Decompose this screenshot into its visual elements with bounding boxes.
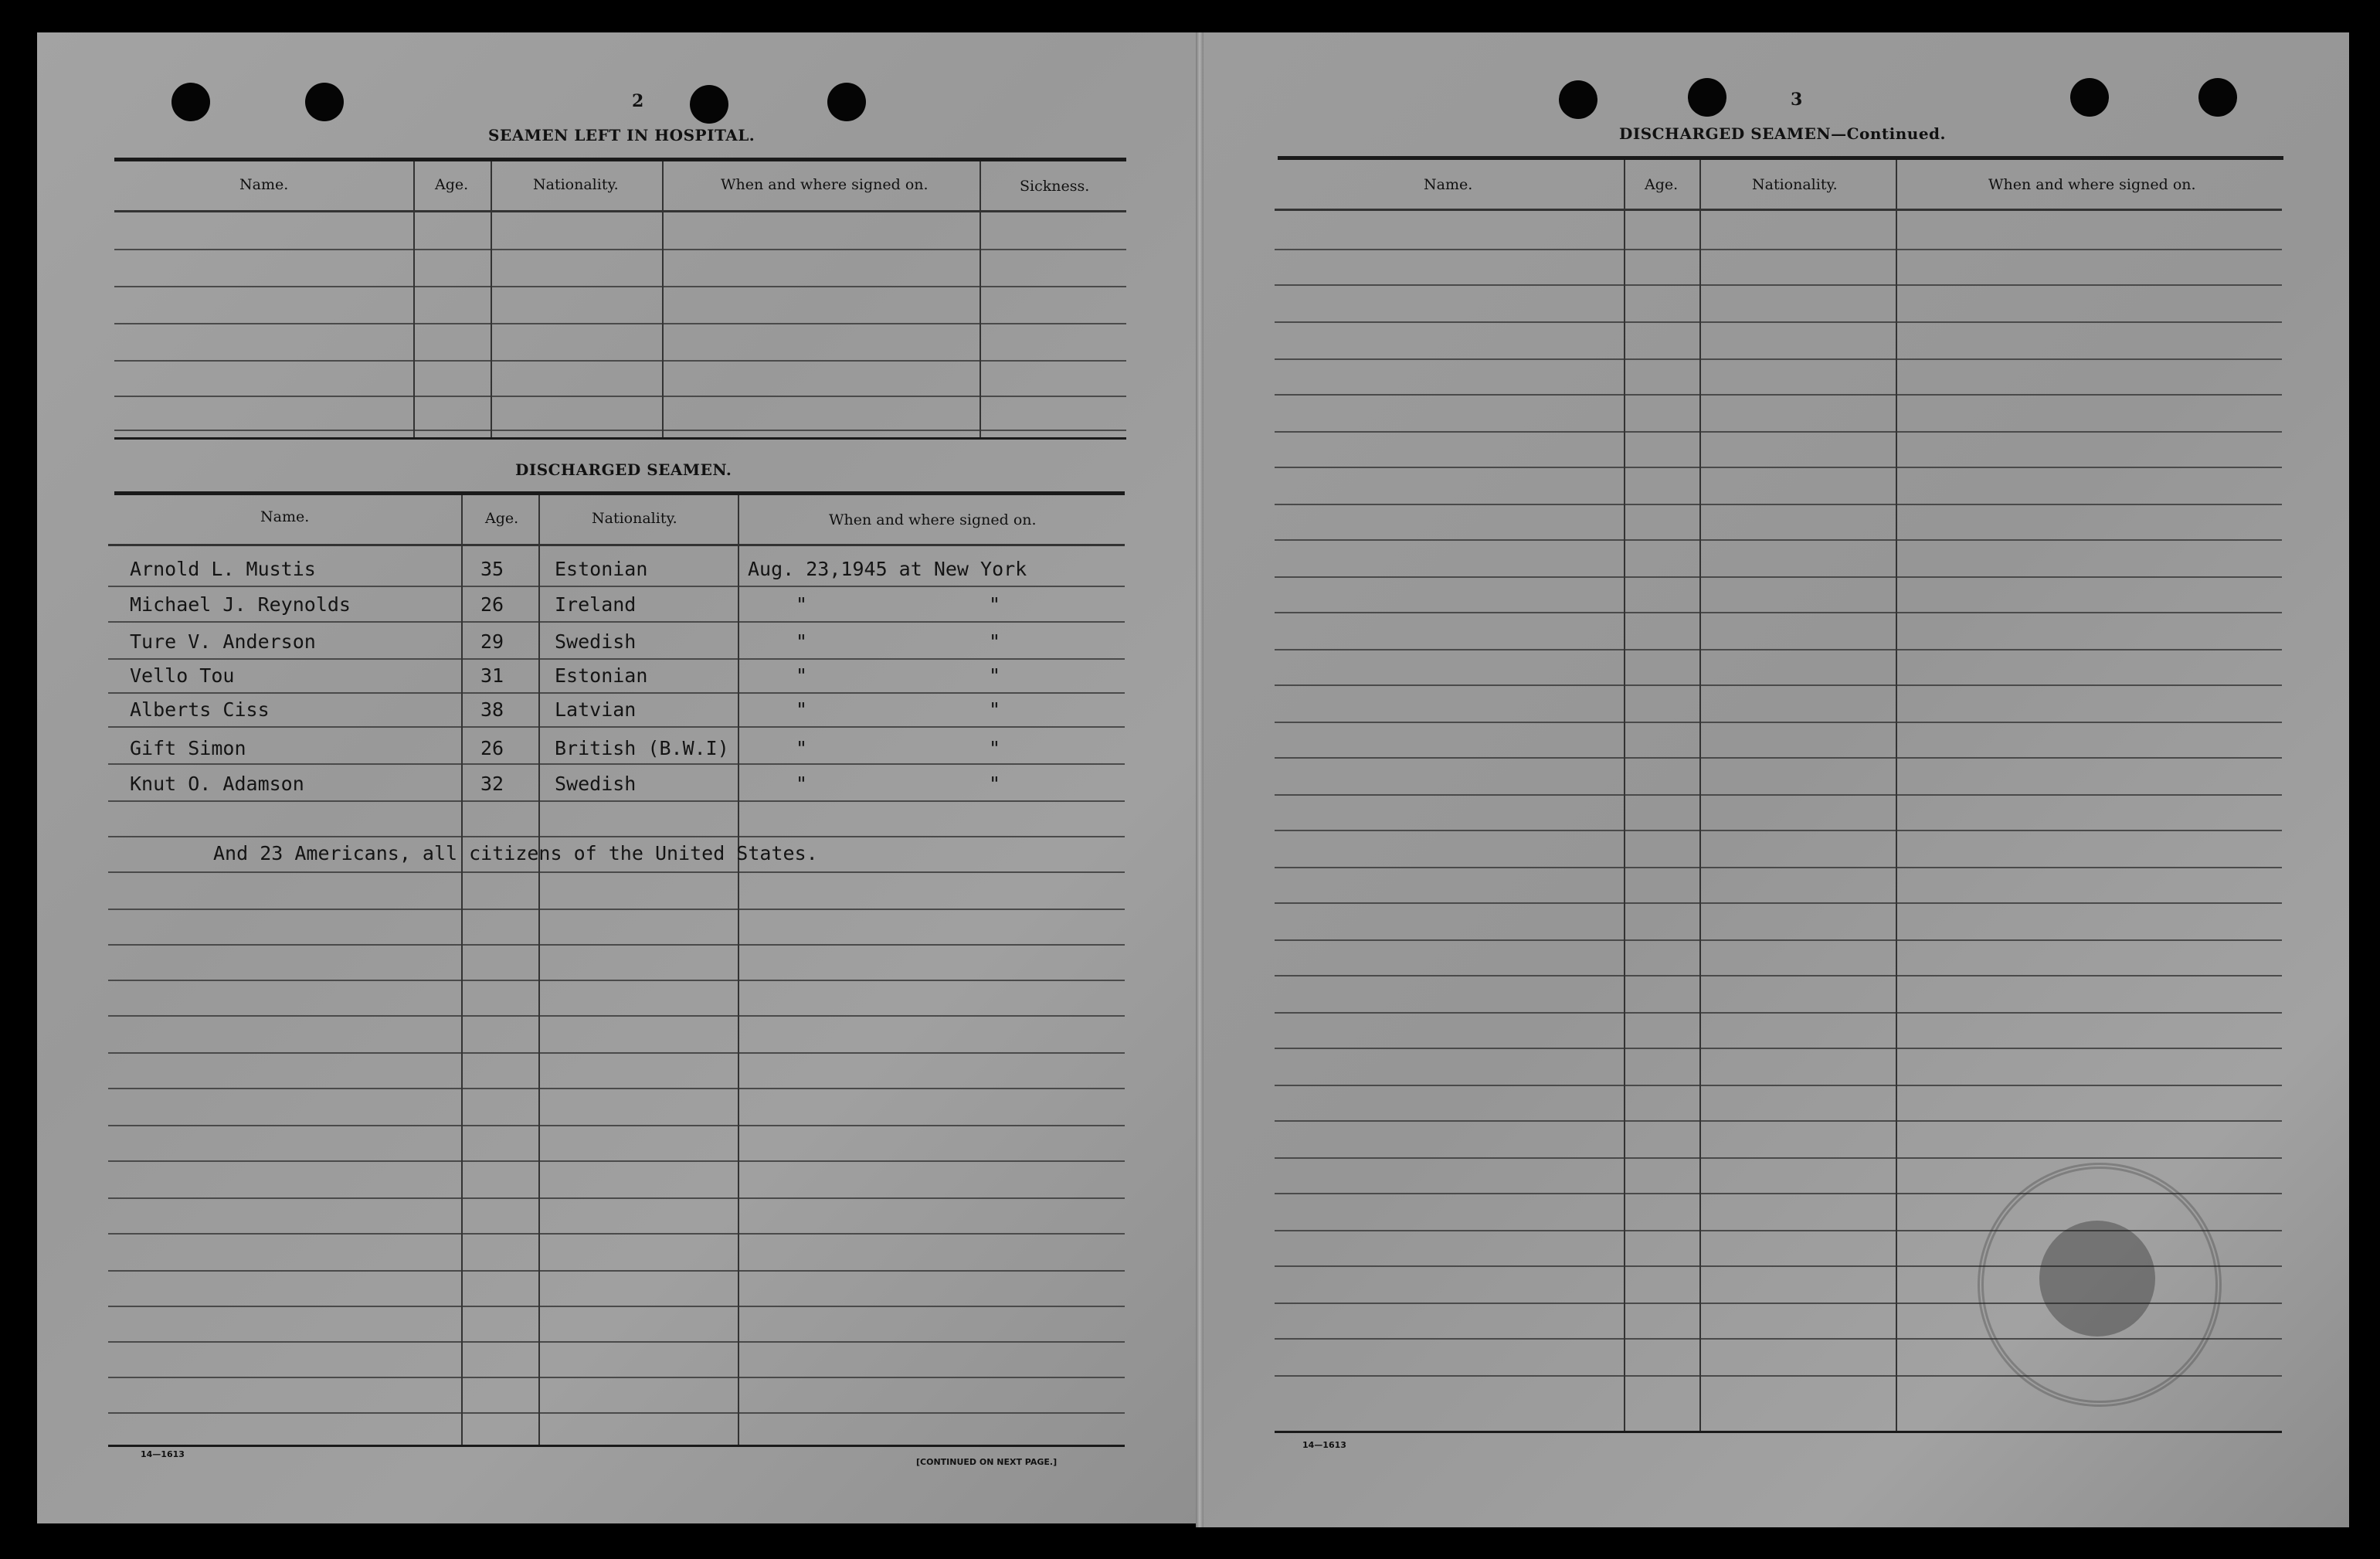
table-rule xyxy=(1275,1048,2282,1049)
seaman-age: 38 xyxy=(480,698,504,721)
seaman-signed-on: " xyxy=(796,737,808,759)
table-rule xyxy=(1275,939,2282,941)
punch-hole xyxy=(305,83,344,121)
column-header-age: Age. xyxy=(1645,176,1679,193)
seaman-signed-on: " xyxy=(796,773,808,795)
column-divider xyxy=(491,161,492,437)
table-rule xyxy=(108,692,1125,694)
column-header-age: Age. xyxy=(485,510,519,527)
column-header-name: Name. xyxy=(1424,176,1473,193)
table-rule xyxy=(114,396,1126,397)
table-rule xyxy=(108,800,1125,802)
seaman-signed-on: Aug. 23,1945 at New York xyxy=(748,558,1027,580)
table-rule xyxy=(108,1341,1125,1343)
header-rule xyxy=(114,158,1126,161)
column-header-nationality: Nationality. xyxy=(533,176,619,193)
column-divider xyxy=(980,161,981,437)
column-header-signed-on: When and where signed on. xyxy=(1988,176,2196,193)
table-rule xyxy=(108,586,1125,587)
seaman-nationality: British (B.W.I) xyxy=(555,737,729,759)
table-bottom-rule xyxy=(1275,1431,2282,1433)
table-rule xyxy=(108,1270,1125,1272)
seaman-nationality: Latvian xyxy=(555,698,637,721)
table-rule xyxy=(1275,284,2282,286)
column-divider xyxy=(1699,160,1701,1431)
table-bottom-rule xyxy=(114,437,1126,440)
seaman-age: 29 xyxy=(480,630,504,653)
seaman-signed-on-ditto: " xyxy=(989,664,1001,687)
column-divider xyxy=(461,495,463,1445)
seaman-signed-on-ditto: " xyxy=(989,773,1001,795)
seaman-name: Vello Tou xyxy=(130,664,235,687)
seaman-name: Knut O. Adamson xyxy=(130,773,304,795)
column-header-sickness: Sickness. xyxy=(1020,178,1090,195)
table-rule xyxy=(1275,209,2282,211)
table-rule xyxy=(114,360,1126,362)
seaman-age: 31 xyxy=(480,664,504,687)
table-rule xyxy=(108,944,1125,946)
seaman-name: Alberts Ciss xyxy=(130,698,270,721)
table-rule xyxy=(108,1015,1125,1017)
table-rule xyxy=(114,286,1126,287)
table-rule xyxy=(1275,504,2282,505)
table-rule xyxy=(108,621,1125,623)
table-rule xyxy=(108,726,1125,728)
table-rule xyxy=(108,909,1125,910)
table-rule xyxy=(108,1088,1125,1089)
column-divider xyxy=(1624,160,1625,1431)
table-rule xyxy=(1275,358,2282,360)
hospital-section-title: SEAMEN LEFT IN HOSPITAL. xyxy=(488,126,755,144)
punch-hole xyxy=(171,83,210,121)
table-rule xyxy=(1275,539,2282,541)
table-rule xyxy=(108,1233,1125,1235)
table-rule xyxy=(108,763,1125,765)
registry-stamp-center xyxy=(2039,1221,2155,1337)
punch-hole xyxy=(1688,78,1726,117)
table-rule xyxy=(1275,576,2282,578)
page-number: 2 xyxy=(632,91,644,111)
table-rule xyxy=(114,430,1126,431)
table-rule xyxy=(1275,684,2282,686)
seaman-nationality: Swedish xyxy=(555,773,637,795)
table-rule xyxy=(108,544,1125,546)
table-rule xyxy=(114,249,1126,250)
column-divider xyxy=(738,495,739,1445)
seaman-age: 26 xyxy=(480,737,504,759)
table-rule xyxy=(108,836,1125,837)
discharged-continued-title: DISCHARGED SEAMEN—Continued. xyxy=(1619,124,1946,143)
table-rule xyxy=(1275,612,2282,613)
table-rule xyxy=(108,1052,1125,1054)
seaman-signed-on: " xyxy=(796,664,808,687)
column-divider xyxy=(538,495,540,1445)
table-rule xyxy=(1275,394,2282,396)
table-rule xyxy=(1275,321,2282,323)
table-rule xyxy=(108,980,1125,981)
seaman-signed-on: " xyxy=(796,593,808,616)
column-divider xyxy=(662,161,664,437)
table-rule xyxy=(1275,649,2282,650)
table-rule xyxy=(1275,467,2282,468)
seaman-signed-on-ditto: " xyxy=(989,630,1001,653)
americans-note: And 23 Americans, all citizens of the United States. xyxy=(213,842,818,864)
table-rule xyxy=(108,658,1125,660)
seaman-signed-on-ditto: " xyxy=(989,737,1001,759)
column-divider xyxy=(413,161,415,437)
column-header-signed-on: When and where signed on. xyxy=(829,511,1037,528)
table-rule xyxy=(1275,1012,2282,1014)
column-header-name: Name. xyxy=(260,508,310,525)
punch-hole xyxy=(2198,78,2237,117)
form-number: 14—1613 xyxy=(141,1449,185,1459)
seaman-signed-on-ditto: " xyxy=(989,593,1001,616)
seaman-age: 32 xyxy=(480,773,504,795)
table-rule xyxy=(114,210,1126,212)
punch-hole xyxy=(827,83,866,121)
seaman-name: Michael J. Reynolds xyxy=(130,593,351,616)
table-rule xyxy=(108,1160,1125,1162)
seaman-nationality: Estonian xyxy=(555,664,648,687)
seaman-age: 35 xyxy=(480,558,504,580)
table-rule xyxy=(1275,1120,2282,1122)
table-rule xyxy=(1275,794,2282,796)
table-rule xyxy=(1275,1085,2282,1086)
seaman-nationality: Ireland xyxy=(555,593,637,616)
table-rule xyxy=(1275,249,2282,250)
table-rule xyxy=(1275,975,2282,976)
header-rule xyxy=(114,491,1125,495)
seaman-name: Arnold L. Mustis xyxy=(130,558,316,580)
seaman-name: Ture V. Anderson xyxy=(130,630,316,653)
column-header-signed-on: When and where signed on. xyxy=(721,176,929,193)
table-rule xyxy=(1275,1157,2282,1159)
seaman-nationality: Estonian xyxy=(555,558,648,580)
table-rule xyxy=(108,871,1125,873)
seaman-age: 26 xyxy=(480,593,504,616)
punch-hole xyxy=(2070,78,2109,117)
page-fold xyxy=(1196,32,1204,1527)
seaman-nationality: Swedish xyxy=(555,630,637,653)
table-rule xyxy=(108,1197,1125,1199)
page-number: 3 xyxy=(1791,90,1803,110)
table-rule xyxy=(1275,431,2282,433)
table-rule xyxy=(108,1125,1125,1126)
table-rule xyxy=(1275,722,2282,723)
seaman-signed-on-ditto: " xyxy=(989,698,1001,721)
discharged-section-title: DISCHARGED SEAMEN. xyxy=(515,460,732,479)
column-divider xyxy=(1896,160,1897,1431)
punch-hole xyxy=(690,85,728,124)
column-header-name: Name. xyxy=(239,176,289,193)
table-rule xyxy=(108,1306,1125,1307)
column-header-age: Age. xyxy=(435,176,469,193)
continued-note: [CONTINUED ON NEXT PAGE.] xyxy=(916,1457,1058,1467)
seaman-signed-on: " xyxy=(796,630,808,653)
table-rule xyxy=(108,1377,1125,1378)
punch-hole xyxy=(1559,80,1597,119)
form-number: 14—1613 xyxy=(1302,1440,1346,1450)
table-rule xyxy=(1275,830,2282,831)
table-rule xyxy=(114,323,1126,324)
column-header-nationality: Nationality. xyxy=(1752,176,1838,193)
header-rule xyxy=(1278,156,2283,160)
seaman-signed-on: " xyxy=(796,698,808,721)
table-rule xyxy=(1275,757,2282,759)
table-rule xyxy=(1275,867,2282,868)
column-header-nationality: Nationality. xyxy=(592,510,677,527)
seaman-name: Gift Simon xyxy=(130,737,246,759)
table-rule xyxy=(1275,902,2282,904)
table-rule xyxy=(108,1412,1125,1414)
table-bottom-rule xyxy=(108,1445,1125,1447)
